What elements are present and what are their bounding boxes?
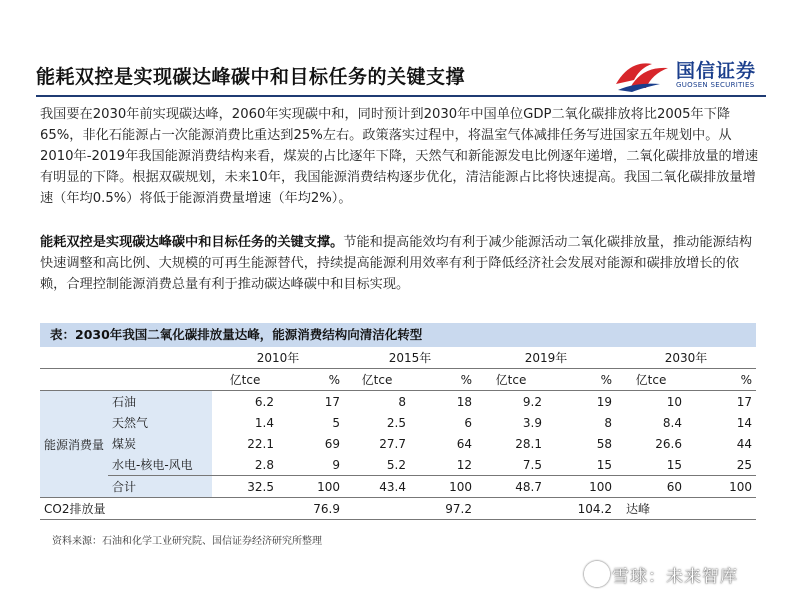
table-cell: 2.8	[254, 457, 274, 472]
table-cell: 64	[456, 436, 472, 451]
co2-label: CO2排放量	[40, 498, 212, 520]
row-label: 合计	[108, 476, 212, 498]
company-logo	[612, 54, 762, 92]
table-row	[40, 454, 756, 476]
table-cell: 8	[604, 415, 612, 430]
logo-english-name: GUOSEN SECURITIES	[676, 81, 755, 89]
table-cell: 1.4	[254, 415, 274, 430]
table-cell: 19	[596, 394, 612, 409]
source-note: 资料来源：石油和化学工业研究院、国信证券经济研究所整理	[52, 536, 322, 547]
table-row	[40, 433, 756, 454]
table-cell: 44	[736, 436, 752, 451]
year-header: 2010年	[212, 347, 344, 369]
data-table	[40, 347, 756, 520]
group-label: 能源消费量	[40, 391, 108, 498]
table-cell: 22.1	[247, 436, 274, 451]
table-cell: 32.5	[212, 476, 278, 498]
table-cell: 104.2	[476, 498, 616, 520]
table-cell: 5.2	[386, 457, 406, 472]
table-cell: 2.5	[386, 415, 406, 430]
unit-header: %	[278, 369, 344, 391]
year-header: 2030年	[616, 347, 756, 369]
logo-mark-icon	[612, 54, 672, 92]
header-row-units	[40, 369, 756, 391]
table-row	[40, 412, 756, 433]
table-cell: 9.2	[522, 394, 542, 409]
table-row-co2	[40, 498, 756, 520]
title-divider	[36, 95, 766, 97]
table-cell: 5	[332, 415, 340, 430]
table-cell: 17	[324, 394, 340, 409]
row-label: 煤炭	[108, 433, 212, 454]
table-cell: 28.1	[515, 436, 542, 451]
table-cell: 14	[736, 415, 752, 430]
page-title: 能耗双控是实现碳达峰碳中和目标任务的关键支撑	[36, 66, 466, 88]
row-label: 石油	[108, 391, 212, 413]
table-cell: 25	[736, 457, 752, 472]
unit-header: 亿tce	[212, 369, 278, 391]
table-cell: 97.2	[344, 498, 476, 520]
table-cell: 15	[666, 457, 682, 472]
table-cell: 12	[456, 457, 472, 472]
table-cell: 3.9	[522, 415, 542, 430]
row-label: 天然气	[108, 412, 212, 433]
energy-table	[40, 323, 756, 520]
table-cell: 7.5	[522, 457, 542, 472]
table-cell: 17	[736, 394, 752, 409]
unit-header: %	[686, 369, 756, 391]
paragraph-1: 我国要在2030年前实现碳达峰，2060年实现碳中和，同时预计到2030年中国单位GDP二氧化碳排放将比2005年下降65%，非化石能源占一次能源消费比重达到25%左右。政策落实过程中，将温室气体减排任务写进国家五年规划中。从2010年-2019年我国能源消费结构来看，煤炭的占比逐年下降，天然气和新能源发电比例逐年递增，二氧化碳排放量的增速有明显的下降。根据双碳规划，未来10年，我国能源消费结构逐步优化，清洁能源占比将快速提高。我国二氧化碳排放量增速（年均0.5%）将低于能源消费量增速（年均2%）。	[40, 107, 759, 206]
table-cell: 58	[596, 436, 612, 451]
table-cell: 15	[596, 457, 612, 472]
header-row-years	[40, 347, 756, 369]
table-cell: 6	[464, 415, 472, 430]
unit-header: 亿tce	[344, 369, 410, 391]
table-cell: 8	[398, 394, 406, 409]
watermark: 雪球：未来智库	[612, 567, 738, 587]
year-header: 2019年	[476, 347, 616, 369]
paragraph-2-lead: 能耗双控是实现碳达峰碳中和目标任务的关键支撑。	[40, 235, 344, 250]
table-cell: 18	[456, 394, 472, 409]
table-cell: 26.6	[655, 436, 682, 451]
unit-header: %	[410, 369, 476, 391]
unit-header: %	[546, 369, 616, 391]
unit-header: 亿tce	[616, 369, 686, 391]
table-cell: 43.4	[344, 476, 410, 498]
table-cell: 10	[666, 394, 682, 409]
table-row-total	[40, 476, 756, 498]
table-cell: 100	[410, 476, 476, 498]
paragraph-2-body: 节能和提高能效均有利于减少能源活动二氧化碳排放量，推动能源结构快速调整和高比例、大规模的可再生能源替代，持续提高能源利用效率有利于降低经济社会发展对能源和碳排放增长的依赖，合理控制能源消费总量有利于推动碳达峰碳中和目标实现。	[40, 235, 753, 292]
logo-name: 国信证券	[676, 60, 757, 82]
table-cell: 100	[686, 476, 756, 498]
table-cell: 48.7	[476, 476, 546, 498]
row-label: 水电-核电-风电	[108, 454, 212, 476]
table-row	[40, 391, 756, 413]
table-cell: 8.4	[662, 415, 682, 430]
table-title: 表：2030年我国二氧化碳排放量达峰，能源消费结构向清洁化转型	[40, 323, 756, 347]
unit-header: 亿tce	[476, 369, 546, 391]
paragraph-2	[40, 232, 762, 295]
table-cell: 27.7	[379, 436, 406, 451]
table-cell: 100	[546, 476, 616, 498]
table-cell: 9	[332, 457, 340, 472]
watermark-icon	[584, 561, 610, 587]
table-cell: 100	[278, 476, 344, 498]
table-cell: 达峰	[616, 498, 756, 520]
table-cell: 6.2	[254, 394, 274, 409]
table-cell: 76.9	[212, 498, 344, 520]
table-cell: 69	[324, 436, 340, 451]
table-cell: 60	[616, 476, 686, 498]
year-header: 2015年	[344, 347, 476, 369]
